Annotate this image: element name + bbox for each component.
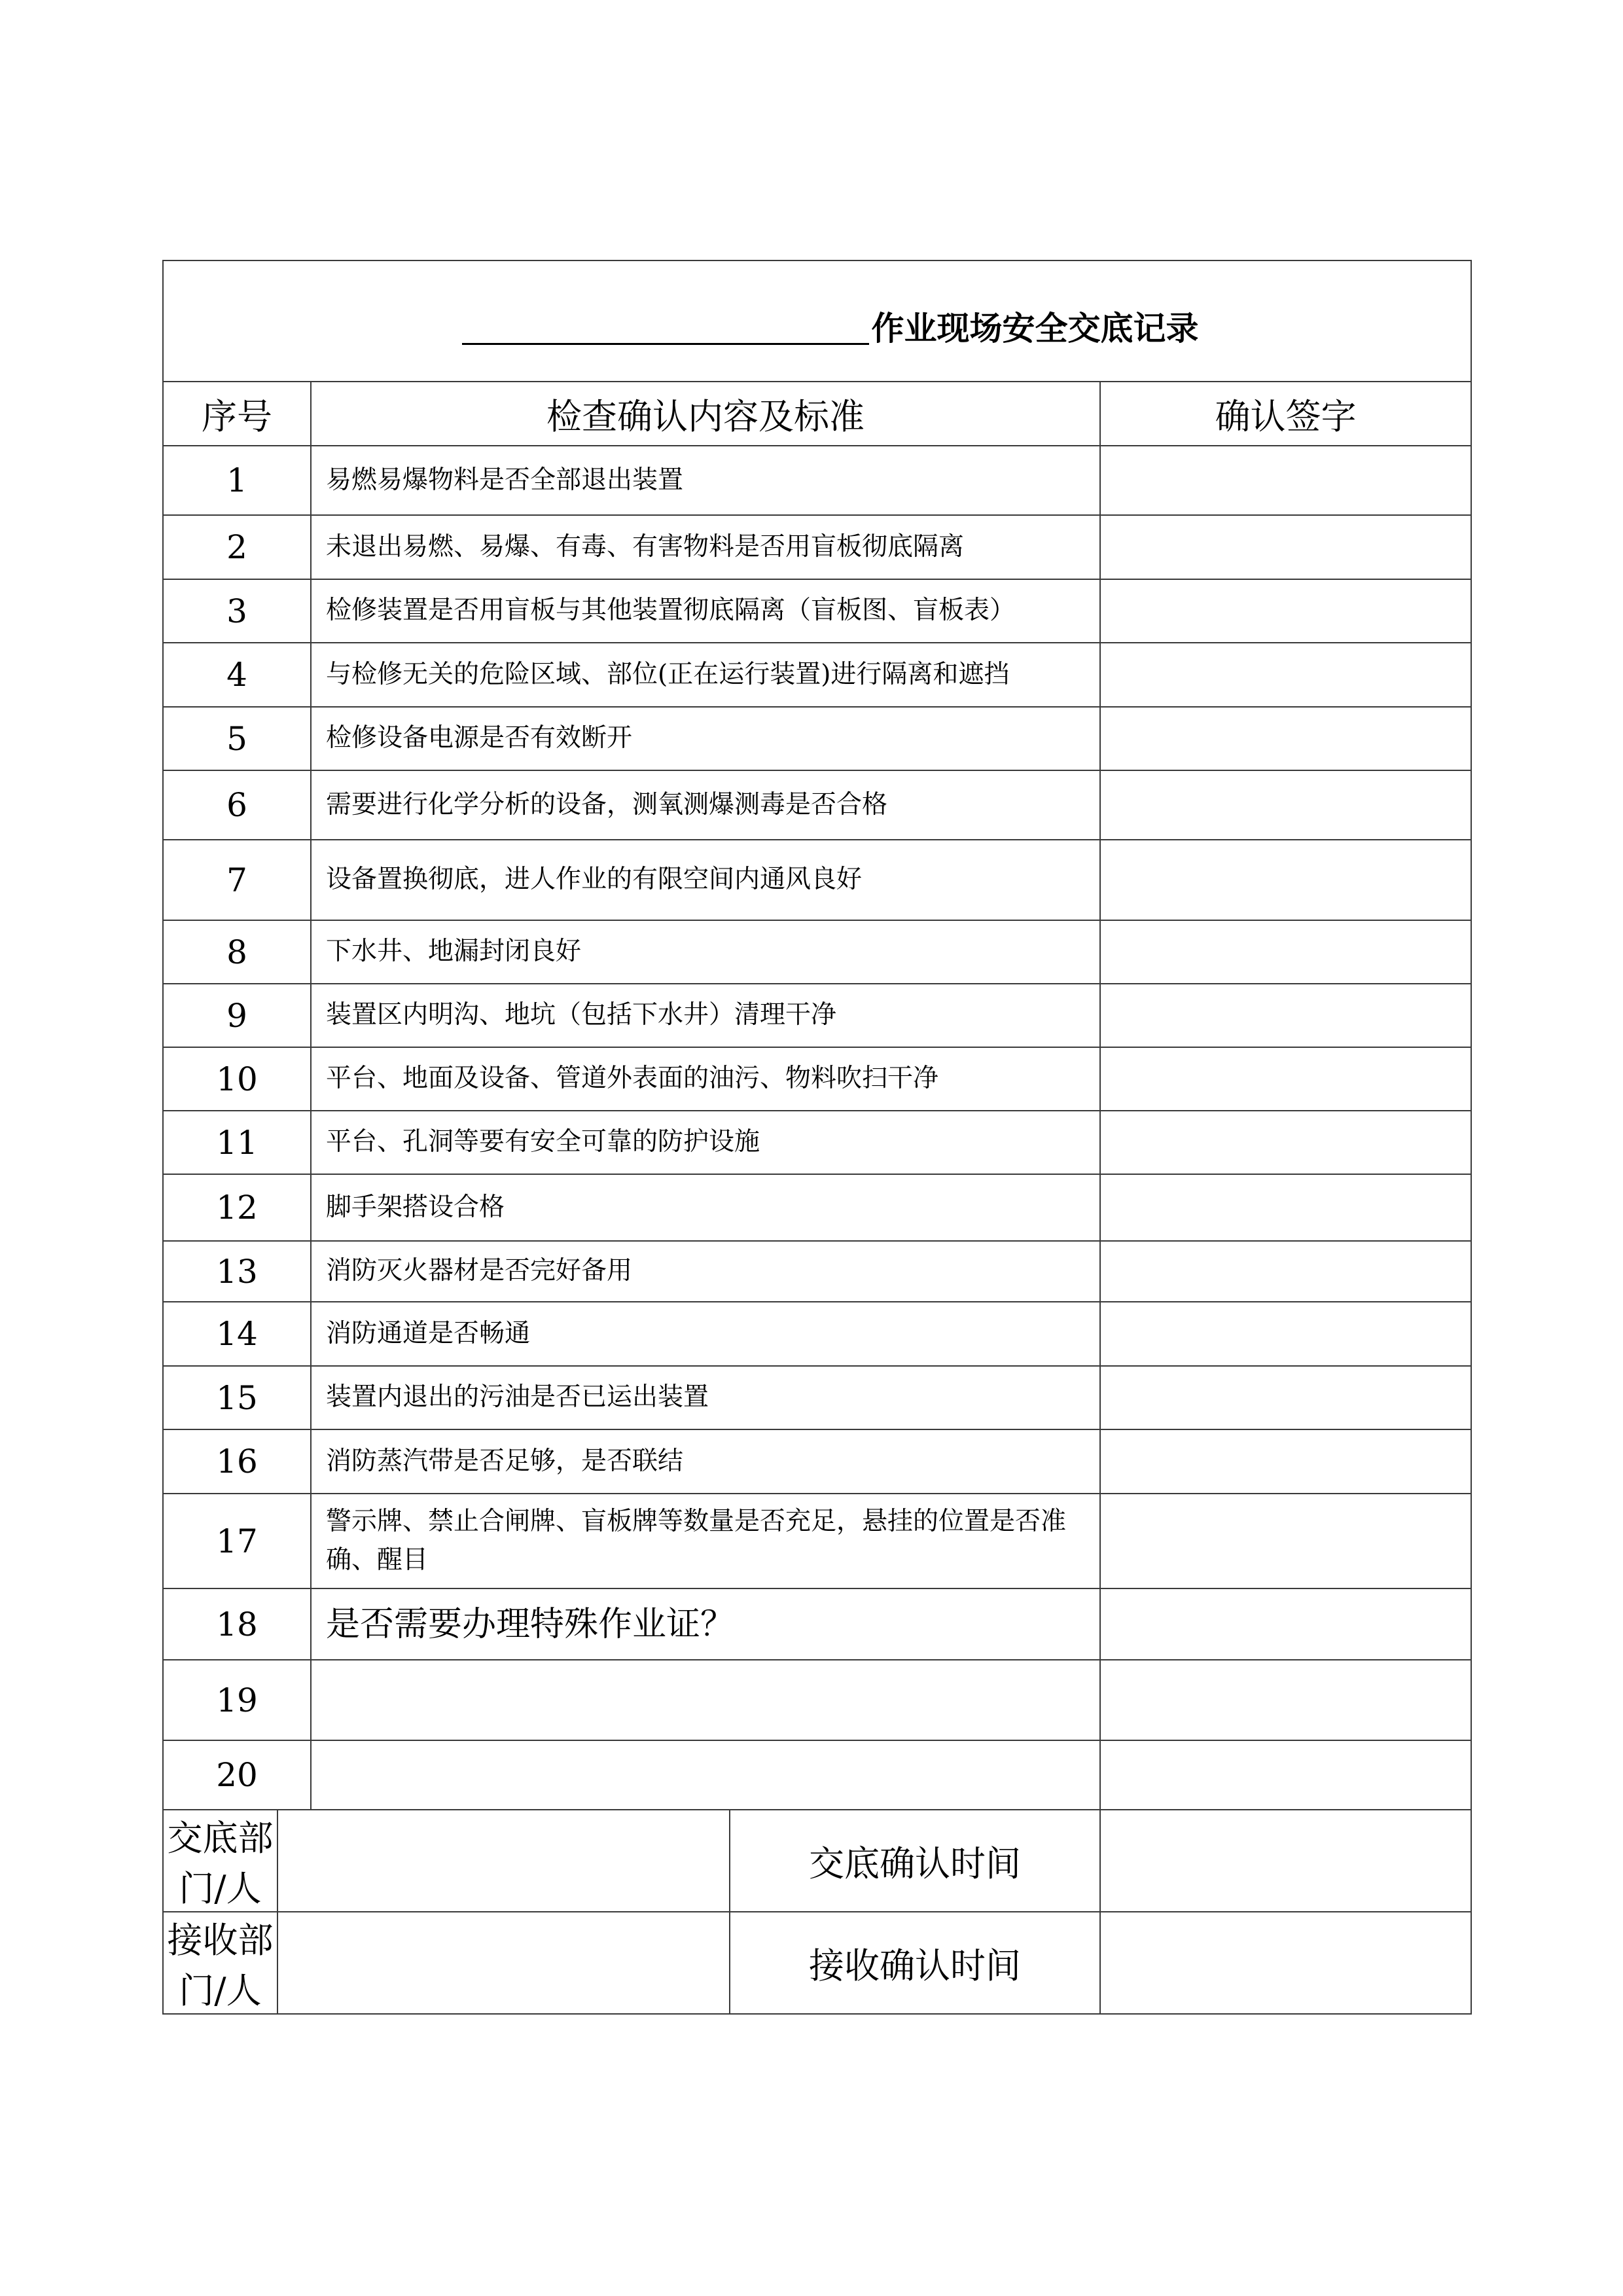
receive-dept-field[interactable] — [277, 1912, 730, 2014]
signature-cell[interactable] — [1100, 1740, 1471, 1810]
check-item: 与检修无关的危险区域、部位(正在运行装置)进行隔离和遮挡 — [311, 643, 1100, 707]
check-item: 装置区内明沟、地坑（包括下水井）清理干净 — [311, 984, 1100, 1047]
signature-cell[interactable] — [1100, 1302, 1471, 1366]
row-number: 7 — [163, 840, 311, 920]
check-item: 装置内退出的污油是否已运出装置 — [311, 1366, 1100, 1429]
handover-time-label: 交底确认时间 — [730, 1810, 1100, 1912]
signature-cell[interactable] — [1100, 1588, 1471, 1660]
check-item: 平台、地面及设备、管道外表面的油污、物料吹扫干净 — [311, 1047, 1100, 1111]
header-content: 检查确认内容及标准 — [311, 382, 1100, 446]
check-item: 需要进行化学分析的设备，测氧测爆测毒是否合格 — [311, 770, 1100, 840]
row-number: 8 — [163, 920, 311, 984]
check-item: 消防灭火器材是否完好备用 — [311, 1241, 1100, 1302]
header-signature: 确认签字 — [1100, 382, 1471, 446]
check-item: 平台、孔洞等要有安全可靠的防护设施 — [311, 1111, 1100, 1174]
row-number: 13 — [163, 1241, 311, 1302]
check-item: 易燃易爆物料是否全部退出装置 — [311, 446, 1100, 515]
handover-dept-field[interactable] — [277, 1810, 730, 1912]
check-item: 未退出易燃、易爆、有毒、有害物料是否用盲板彻底隔离 — [311, 515, 1100, 579]
check-item[interactable] — [311, 1740, 1100, 1810]
signature-cell[interactable] — [1100, 515, 1471, 579]
check-item: 警示牌、禁止合闸牌、盲板牌等数量是否充足，悬挂的位置是否准确、醒目 — [311, 1494, 1100, 1588]
receive-time-field[interactable] — [1100, 1912, 1471, 2014]
row-number: 1 — [163, 446, 311, 515]
row-number: 10 — [163, 1047, 311, 1111]
signature-cell[interactable] — [1100, 770, 1471, 840]
handover-time-field[interactable] — [1100, 1810, 1471, 1912]
row-number: 2 — [163, 515, 311, 579]
signature-cell[interactable] — [1100, 1429, 1471, 1494]
signature-cell[interactable] — [1100, 840, 1471, 920]
form-title: 作业现场安全交底记录 — [871, 309, 1199, 348]
row-number: 18 — [163, 1588, 311, 1660]
row-number: 6 — [163, 770, 311, 840]
check-item: 设备置换彻底，进人作业的有限空间内通风良好 — [311, 840, 1100, 920]
row-number: 17 — [163, 1494, 311, 1588]
handover-dept-label: 交底部门/人 — [163, 1810, 277, 1912]
signature-cell[interactable] — [1100, 707, 1471, 770]
check-item: 下水井、地漏封闭良好 — [311, 920, 1100, 984]
check-item: 检修装置是否用盲板与其他装置彻底隔离（盲板图、盲板表） — [311, 579, 1100, 643]
row-number: 5 — [163, 707, 311, 770]
row-number: 9 — [163, 984, 311, 1047]
signature-cell[interactable] — [1100, 1241, 1471, 1302]
row-number: 11 — [163, 1111, 311, 1174]
signature-cell[interactable] — [1100, 984, 1471, 1047]
row-number: 15 — [163, 1366, 311, 1429]
signature-cell[interactable] — [1100, 920, 1471, 984]
signature-cell[interactable] — [1100, 1047, 1471, 1111]
signature-cell[interactable] — [1100, 1660, 1471, 1740]
signature-cell[interactable] — [1100, 1111, 1471, 1174]
row-number: 4 — [163, 643, 311, 707]
row-number: 3 — [163, 579, 311, 643]
signature-cell[interactable] — [1100, 446, 1471, 515]
check-item: 脚手架搭设合格 — [311, 1174, 1100, 1241]
signature-cell[interactable] — [1100, 1494, 1471, 1588]
row-number: 19 — [163, 1660, 311, 1740]
row-number: 14 — [163, 1302, 311, 1366]
title-blank-field[interactable] — [462, 309, 869, 345]
row-number: 20 — [163, 1740, 311, 1810]
receive-dept-label: 接收部门/人 — [163, 1912, 277, 2014]
safety-briefing-table — [162, 260, 1472, 2015]
signature-cell[interactable] — [1100, 1366, 1471, 1429]
row-number: 12 — [163, 1174, 311, 1241]
check-item: 消防通道是否畅通 — [311, 1302, 1100, 1366]
signature-cell[interactable] — [1100, 643, 1471, 707]
receive-time-label: 接收确认时间 — [730, 1912, 1100, 2014]
row-number: 16 — [163, 1429, 311, 1494]
signature-cell[interactable] — [1100, 579, 1471, 643]
check-item[interactable] — [311, 1660, 1100, 1740]
header-index: 序号 — [163, 382, 311, 446]
title-cell — [163, 260, 1471, 382]
check-item: 消防蒸汽带是否足够，是否联结 — [311, 1429, 1100, 1494]
signature-cell[interactable] — [1100, 1174, 1471, 1241]
check-item: 是否需要办理特殊作业证？ — [311, 1588, 1100, 1660]
check-item: 检修设备电源是否有效断开 — [311, 707, 1100, 770]
